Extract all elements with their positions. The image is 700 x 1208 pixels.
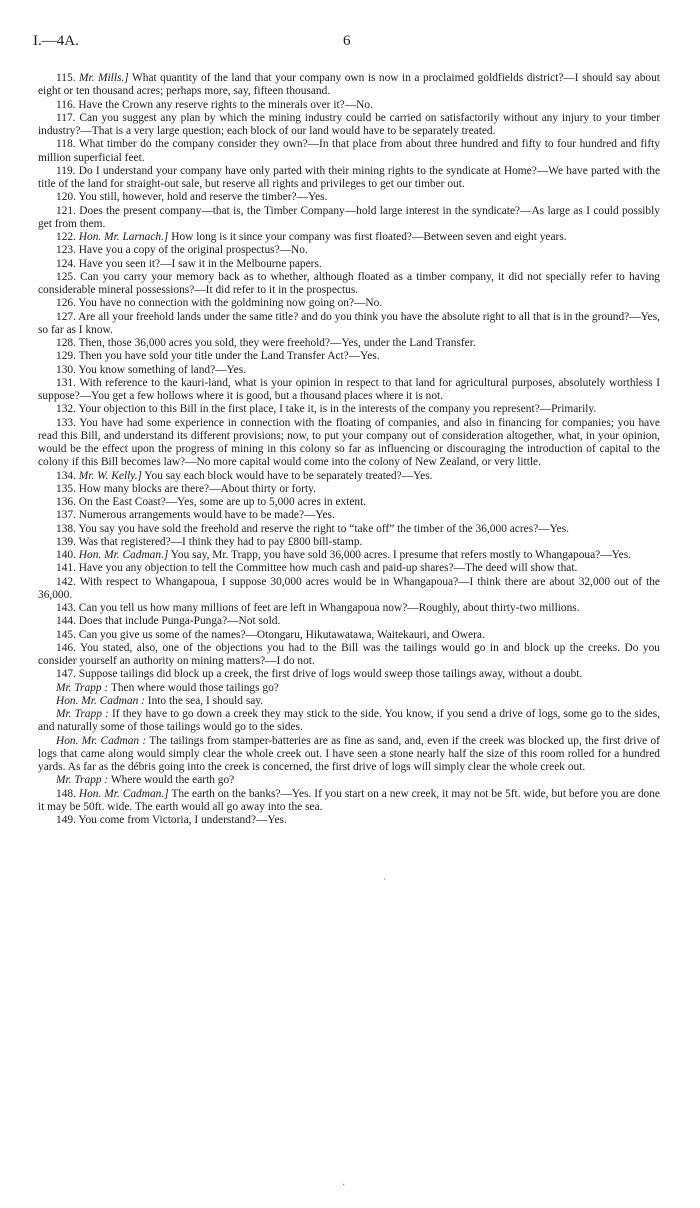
- question-paragraph: [38, 470, 660, 483]
- question-paragraph: [38, 814, 660, 827]
- question-number: 148.: [56, 787, 76, 800]
- testimony-body: [38, 72, 660, 827]
- paragraph-text: Have you a copy of the original prospectus?—No.: [78, 244, 308, 257]
- question-number: 136.: [56, 496, 76, 508]
- paragraph-text: Then you have sold your title under the Land Transfer Act?—Yes.: [78, 350, 380, 363]
- document-reference: I.—4A.: [33, 33, 79, 49]
- question-paragraph: [38, 138, 660, 165]
- question-paragraph: [38, 297, 660, 310]
- question-number: 124.: [56, 257, 76, 270]
- question-number: 120.: [56, 191, 76, 204]
- paragraph-text: Do I understand your company have only parted with their mining rights to the syndicate at Home?—We have parted with the title of the land for straight-out sale, but reserve all rights and privileges to get our timber out.: [38, 164, 661, 190]
- paragraph-text: On the East Coast?—Yes, some are up to 5,000 acres in extent.: [78, 496, 367, 508]
- question-number: 135.: [56, 482, 76, 495]
- question-paragraph: [38, 258, 660, 271]
- paragraph-text: You have had some experience in connection with the floating of companies, and also in financing for companies; you have read this Bill, and understand its different provisions; now, to put your company out of consideration altogether, what, in your opinion, would be the effect upon the progress of mining in this colony so far as influencing or discouraging the introduction of capital to the colony if this Bill becomes law?—No more capital would come into the colony of New Zealand, or very little.: [38, 416, 660, 469]
- paragraph-text: You have no connection with the goldmining now going on?—No.: [78, 297, 383, 310]
- paragraph-text: Does the present company—that is, the Timber Company—hold large interest in the syndicate?—As large as I could possibly get from them.: [38, 204, 660, 230]
- question-number: 133.: [56, 416, 76, 429]
- speaker-name: Hon. Mr. Cadman.]: [78, 787, 169, 800]
- paragraph-text: You come from Victoria, I understand?—Yes.: [78, 814, 287, 826]
- question-paragraph: [38, 668, 660, 681]
- paragraph-text: What quantity of the land that your company own is now in a proclaimed goldfields district?—I should say about eight or ten thousand acres; perhaps more, say, fifteen thousand.: [38, 72, 660, 98]
- question-paragraph: [38, 629, 660, 642]
- speaker-name: Hon. Mr. Cadman :: [56, 694, 145, 707]
- paragraph-text: Where would the earth go?: [110, 774, 235, 787]
- speaker-name: Mr. Mills.]: [79, 72, 129, 84]
- question-number: 147.: [56, 668, 76, 681]
- paragraph-text: Then, those 36,000 acres you sold, they were freehold?—Yes, under the Land Transfer.: [78, 337, 476, 349]
- question-number: 122.: [56, 231, 76, 243]
- question-number: 139.: [56, 535, 76, 548]
- paragraph-text: Have you seen it?—I saw it in the Melbourne papers.: [78, 257, 322, 270]
- paragraph-text: Can you tell us how many millions of feet are left in Whangapoua now?—Roughly, about thirty-two millions.: [78, 602, 580, 614]
- question-number: 144.: [56, 615, 76, 628]
- question-number: 119.: [56, 164, 76, 177]
- question-paragraph: [38, 350, 660, 363]
- speaker-name: Mr. W. Kelly.]: [78, 469, 142, 482]
- paragraph-text: Are all your freehold lands under the same title? and do you think you have the absolute right to all that is in the ground?—Yes, so far as I know.: [38, 310, 661, 336]
- question-number: 126.: [56, 297, 76, 310]
- question-paragraph: [38, 509, 660, 522]
- question-number: 149.: [56, 814, 76, 826]
- question-number: 125.: [56, 270, 76, 283]
- question-number: 143.: [56, 602, 76, 614]
- question-paragraph: [38, 562, 660, 575]
- question-paragraph: [38, 417, 660, 470]
- question-paragraph: [38, 205, 660, 232]
- question-number: 142.: [56, 575, 76, 588]
- question-number: 128.: [56, 337, 76, 349]
- page-number: 6: [343, 33, 351, 49]
- paragraph-text: The tailings from stamper-batteries are as fine as sand, and, even if the creek was blocked up, the first drive of logs that came along would simply clear the whole creek out. I have seen a stone nearly half the size of this room rolled for a hundred yards. As far as the débris going into the creek is concerned, the first drive of logs will simply clear the whole creek out.: [38, 734, 660, 773]
- question-number: 132.: [56, 403, 76, 416]
- paragraph-text: You say you have sold the freehold and reserve the right to “take off” the timber of the 36,000 acres?—Yes.: [78, 522, 569, 535]
- dialogue-paragraph: [38, 735, 660, 775]
- question-paragraph: [38, 483, 660, 496]
- question-paragraph: [38, 377, 660, 404]
- paragraph-text: You say each block would have to be separately treated?—Yes.: [144, 469, 433, 482]
- question-paragraph: [38, 165, 660, 192]
- question-paragraph: [38, 496, 660, 509]
- paragraph-text: If they have to go down a creek they may stick to the side. You know, if you send a drive of logs, some go to the sides, and naturally some of those tailings would go to the sides.: [38, 708, 660, 734]
- question-paragraph: [38, 72, 660, 99]
- question-number: 134.: [56, 469, 76, 482]
- paragraph-text: You say, Mr. Trapp, you have sold 36,000 acres. I presume that refers mostly to Whangapoua?—Yes.: [170, 549, 632, 561]
- question-number: 129.: [56, 350, 76, 363]
- page-header: [33, 33, 667, 55]
- question-paragraph: [38, 311, 660, 338]
- paragraph-text: Then where would those tailings go?: [110, 681, 279, 694]
- question-number: 115.: [56, 72, 76, 84]
- dialogue-paragraph: [38, 708, 660, 735]
- paragraph-text: Was that registered?—I think they had to pay £800 bill-stamp.: [78, 535, 363, 548]
- paragraph-text: Your objection to this Bill in the first place, I take it, is in the interests of the company you represent?—Primarily.: [78, 403, 597, 416]
- question-paragraph: [38, 602, 660, 615]
- paragraph-text: Numerous arrangements would have to be made?—Yes.: [78, 509, 335, 522]
- question-number: 137.: [56, 509, 76, 522]
- speck-mark: ´: [383, 878, 387, 889]
- paragraph-text: With reference to the kauri-land, what is your opinion in respect to that land for agricultural purposes, absolutely worthless I suppose?—You get a few hollows where it is good, but a thousand places where it is not.: [38, 376, 660, 402]
- question-number: 127.: [56, 310, 76, 323]
- question-number: 117.: [56, 111, 76, 124]
- paragraph-text: Can you carry your memory back as to whether, although floated as a timber company, it did not specially refer to having considerable mineral possessions?—It did refer to it in the prospectus.: [38, 270, 660, 296]
- question-paragraph: [38, 271, 660, 298]
- question-number: 138.: [56, 522, 76, 535]
- paragraph-text: Have the Crown any reserve rights to the minerals over it?—No.: [78, 98, 373, 111]
- question-number: 145.: [56, 628, 76, 641]
- speaker-name: Mr. Trapp :: [56, 708, 109, 720]
- paragraph-text: Into the sea, I should say.: [147, 694, 264, 707]
- dialogue-paragraph: [38, 682, 660, 695]
- question-paragraph: [38, 549, 660, 562]
- question-number: 121.: [56, 204, 76, 217]
- paragraph-text: You stated, also, one of the objections you had to the Bill was the tailings would go in and block up the creeks. Do you consider yourself an authority on mining matters?—I do not.: [38, 641, 660, 667]
- paragraph-text: How long is it since your company was first floated?—Between seven and eight years.: [171, 231, 567, 243]
- question-paragraph: [38, 403, 660, 416]
- question-number: 130.: [56, 363, 76, 376]
- paragraph-text: Have you any objection to tell the Committee how much cash and paid-up shares?—The deed will show that.: [78, 562, 578, 575]
- question-paragraph: [38, 576, 660, 603]
- paragraph-text: You still, however, hold and reserve the timber?—Yes.: [78, 191, 328, 204]
- paragraph-text: Does that include Punga-Punga?—Not sold.: [78, 615, 281, 628]
- paragraph-text: You know something of land?—Yes.: [78, 363, 246, 376]
- question-paragraph: [38, 231, 660, 244]
- dialogue-paragraph: [38, 774, 660, 787]
- question-number: 140.: [56, 549, 76, 561]
- question-paragraph: [38, 536, 660, 549]
- question-number: 116.: [56, 98, 76, 111]
- question-number: 146.: [56, 641, 76, 654]
- paragraph-text: With respect to Whangapoua, I suppose 30,000 acres would be in Whangapoua?—I think there are about 32,000 out of the 36,000.: [38, 575, 660, 601]
- speck-mark: ·: [342, 1180, 346, 1191]
- question-paragraph: [38, 523, 660, 536]
- speaker-name: Hon. Mr. Cadman :: [56, 734, 147, 747]
- question-paragraph: [38, 337, 660, 350]
- question-paragraph: [38, 191, 660, 204]
- paragraph-text: The earth on the banks?—Yes. If you start on a new creek, it may not be 5ft. wide, but before you are done it may be 50ft. wide. The earth would all go away into the sea.: [38, 787, 660, 813]
- speaker-name: Mr. Trapp :: [56, 774, 109, 787]
- question-paragraph: [38, 364, 660, 377]
- question-number: 123.: [56, 244, 76, 257]
- question-paragraph: [38, 112, 660, 139]
- paragraph-text: How many blocks are there?—About thirty or forty.: [78, 482, 316, 495]
- paragraph-text: Can you suggest any plan by which the mining industry could be carried on satisfactorily without any injury to your timber industry?—That is a very large question; each block of our land would have to be separately treated.: [38, 111, 660, 137]
- paragraph-text: Suppose tailings did block up a creek, the first drive of logs would sweep those tailings away, without a doubt.: [78, 668, 583, 681]
- speaker-name: Hon. Mr. Cadman.]: [78, 549, 169, 561]
- question-paragraph: [38, 99, 660, 112]
- question-paragraph: [38, 788, 660, 815]
- question-paragraph: [38, 642, 660, 669]
- paragraph-text: Can you give us some of the names?—Otongaru, Hikutawatawa, Waitekauri, and Owera.: [78, 628, 485, 641]
- question-number: 141.: [56, 562, 76, 575]
- speaker-name: Mr. Trapp :: [56, 681, 109, 694]
- question-paragraph: [38, 615, 660, 628]
- question-number: 118.: [56, 138, 76, 151]
- question-paragraph: [38, 244, 660, 257]
- dialogue-paragraph: [38, 695, 660, 708]
- question-number: 131.: [56, 376, 76, 389]
- paragraph-text: What timber do the company consider they own?—In that place from about three hundred and fifty to four hundred and fifty million superficial feet.: [38, 138, 660, 164]
- speaker-name: Hon. Mr. Larnach.]: [78, 231, 169, 243]
